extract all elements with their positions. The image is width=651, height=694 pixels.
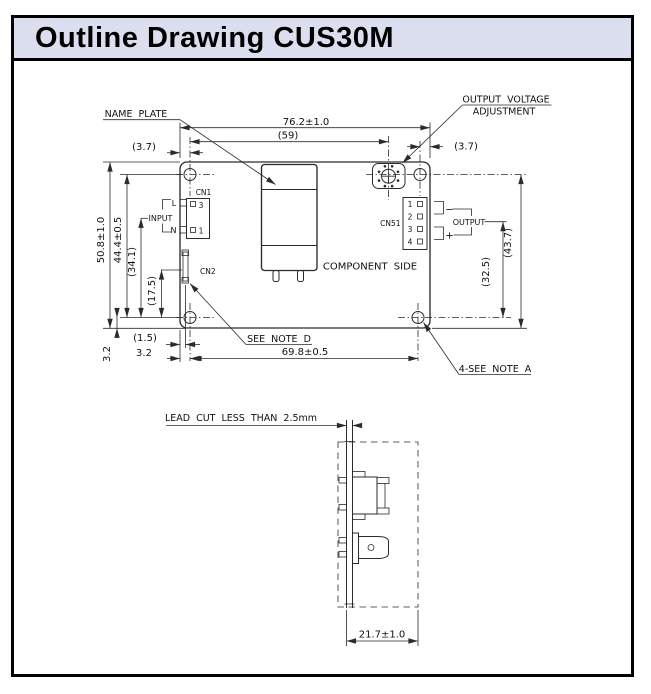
minus-sign: − [445, 204, 454, 216]
lead-cut-dimension [165, 413, 362, 426]
capacitor-lead-right [298, 271, 304, 282]
cn2-connector [182, 250, 216, 283]
plus-sign: + [445, 230, 454, 242]
name-plate-callout [103, 109, 276, 185]
connector-housing-side [353, 472, 390, 520]
dim-hole-span-h: 69.8±0.5 [281, 347, 329, 358]
dim-cn2-offset: (1.5) [133, 333, 157, 344]
dim-output-height: (32.5) [481, 256, 492, 288]
top-dimensions [132, 117, 478, 158]
lead-cut-label: LEAD CUT LESS THAN 2.5mm [164, 413, 318, 424]
input-label: INPUT [148, 213, 173, 223]
see-note-a-label: 4-SEE NOTE A [458, 364, 532, 375]
see-note-d-label: SEE NOTE D [247, 334, 311, 345]
output-label: OUTPUT [452, 217, 486, 227]
dim-cn2-center: (17.5) [147, 275, 158, 307]
solder-side-leads [339, 478, 347, 558]
dim-left-offset: (3.7) [132, 142, 156, 153]
dim-right-height: (43.7) [503, 227, 514, 259]
page-title: Outline Drawing CUS30M [35, 21, 395, 54]
left-dimensions [96, 162, 186, 328]
input-group [141, 199, 177, 235]
cn51-pin2-label: 2 [407, 212, 413, 222]
output-minus-bracket [434, 202, 444, 215]
cn1-connector [180, 188, 212, 239]
depth-dimension [347, 610, 419, 646]
dim-hole-to-trimmer: (59) [277, 130, 299, 142]
cn1-pin1-label: 1 [198, 226, 204, 236]
component-side-label: COMPONENT SIDE [322, 261, 418, 273]
capacitor-lead-left [273, 271, 279, 282]
see-note-d-callout [190, 284, 312, 346]
faston-terminal-side [353, 533, 389, 564]
cn2-label: CN2 [200, 267, 216, 276]
top-view [96, 95, 552, 376]
dim-depth: 21.7±1.0 [358, 629, 406, 641]
output-group [434, 202, 507, 242]
dim-hole-span-v: 44.4±0.5 [113, 216, 124, 264]
right-dimensions [432, 175, 527, 329]
name-plate-label: NAME PLATE [104, 109, 168, 120]
see-note-a-callout [424, 323, 532, 376]
cn51-connector [380, 198, 427, 250]
center-lines [176, 136, 526, 361]
neutral-label: N [170, 226, 177, 236]
cn51-pin1-label: 1 [407, 200, 413, 209]
dim-edge-vert: 3.2 [102, 346, 113, 362]
cn1-label: CN1 [195, 188, 212, 197]
dim-height: 50.8±1.0 [96, 216, 107, 264]
dim-input-center: (34.1) [127, 246, 138, 278]
output-voltage-adj-line1: OUTPUT VOLTAGE [462, 94, 550, 106]
component-envelope [338, 442, 418, 607]
output-voltage-adj-line2: ADJUSTMENT [472, 106, 536, 118]
output-voltage-adjustment-callout [403, 95, 552, 164]
dim-right-offset: (3.7) [454, 141, 478, 153]
dim-width: 76.2±1.0 [282, 117, 330, 128]
cn51-pin3-label: 3 [407, 225, 413, 234]
capacitor [262, 165, 318, 282]
cn1-pin1-square [191, 228, 196, 233]
line-label: L [171, 198, 177, 208]
cn51-pin4-label: 4 [407, 237, 413, 247]
cn51-label: CN51 [380, 219, 401, 228]
side-view [165, 413, 418, 646]
output-plus-bracket [434, 227, 444, 240]
cn1-pin3-label: 3 [198, 200, 204, 210]
dim-edge-horiz: 3.2 [136, 348, 152, 359]
cn1-pin3-square [191, 202, 196, 207]
